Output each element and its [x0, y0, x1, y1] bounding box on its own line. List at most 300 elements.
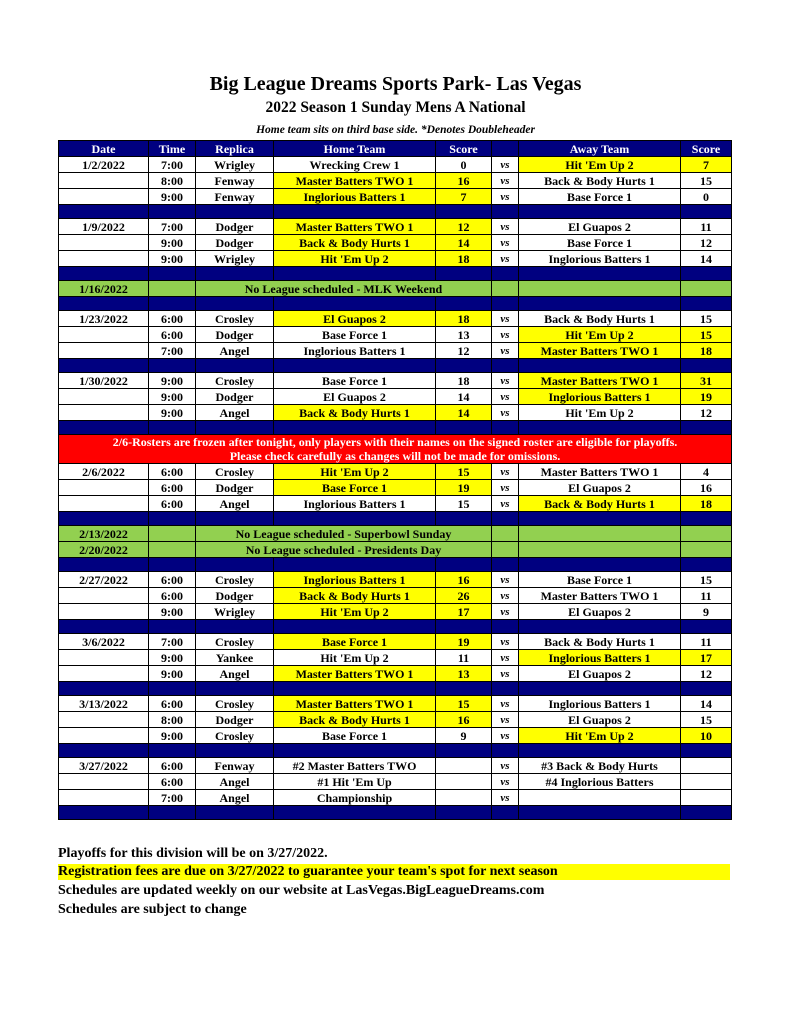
away-score-cell	[681, 542, 732, 558]
spacer-cell	[436, 744, 492, 758]
away-team-cell: Master Batters TWO 1	[519, 373, 681, 389]
spacer-cell	[274, 267, 436, 281]
home-score-cell: 19	[436, 634, 492, 650]
spacer-cell	[681, 682, 732, 696]
vs-cell: vs	[492, 650, 519, 666]
spacer-cell	[436, 512, 492, 526]
spacer-cell	[681, 744, 732, 758]
replica-cell: Dodger	[196, 389, 274, 405]
spacer-cell	[149, 205, 196, 219]
vs-cell: vs	[492, 327, 519, 343]
spacer-row	[59, 512, 732, 526]
home-team-cell: Master Batters TWO 1	[274, 666, 436, 682]
home-team-cell: El Guapos 2	[274, 311, 436, 327]
away-team-cell: Inglorious Batters 1	[519, 389, 681, 405]
spacer-row	[59, 558, 732, 572]
game-row	[59, 373, 732, 389]
time-cell	[149, 542, 196, 558]
date-cell: 3/6/2022	[59, 634, 149, 650]
home-score-cell: 14	[436, 405, 492, 421]
spacer-row	[59, 682, 732, 696]
spacer-cell	[196, 512, 274, 526]
away-score-cell: 9	[681, 604, 732, 620]
spacer-cell	[492, 682, 519, 696]
away-score-cell: 15	[681, 173, 732, 189]
away-score-cell: 15	[681, 572, 732, 588]
col-header-home-score: Score	[436, 141, 492, 157]
game-row	[59, 464, 732, 480]
spacer-cell	[59, 359, 149, 373]
time-cell: 7:00	[149, 634, 196, 650]
away-team-cell: Inglorious Batters 1	[519, 650, 681, 666]
vs-cell: vs	[492, 219, 519, 235]
replica-cell: Wrigley	[196, 157, 274, 173]
away-score-cell: 4	[681, 464, 732, 480]
time-cell: 6:00	[149, 572, 196, 588]
no-league-text: No League scheduled - MLK Weekend	[196, 281, 492, 297]
vs-cell: vs	[492, 480, 519, 496]
away-score-cell	[681, 790, 732, 806]
spacer-row	[59, 267, 732, 281]
game-row	[59, 327, 732, 343]
spacer-cell	[519, 421, 681, 435]
home-score-cell: 15	[436, 496, 492, 512]
time-cell: 9:00	[149, 405, 196, 421]
home-team-cell: Inglorious Batters 1	[274, 496, 436, 512]
vs-cell: vs	[492, 464, 519, 480]
home-team-cell: El Guapos 2	[274, 389, 436, 405]
game-row	[59, 405, 732, 421]
table-header-row	[59, 141, 732, 157]
away-score-cell: 12	[681, 405, 732, 421]
home-score-cell	[436, 790, 492, 806]
vs-cell: vs	[492, 251, 519, 267]
game-row	[59, 251, 732, 267]
away-team-cell: Back & Body Hurts 1	[519, 634, 681, 650]
home-score-cell: 18	[436, 311, 492, 327]
replica-cell: Yankee	[196, 650, 274, 666]
col-header-vs	[492, 141, 519, 157]
time-cell: 6:00	[149, 588, 196, 604]
vs-cell: vs	[492, 173, 519, 189]
away-team-cell: Back & Body Hurts 1	[519, 496, 681, 512]
spacer-row	[59, 205, 732, 219]
date-cell: 3/27/2022	[59, 758, 149, 774]
spacer-cell	[274, 205, 436, 219]
spacer-cell	[196, 682, 274, 696]
spacer-row	[59, 806, 732, 820]
away-score-cell: 0	[681, 189, 732, 205]
spacer-cell	[149, 682, 196, 696]
roster-notice	[59, 435, 732, 464]
time-cell: 6:00	[149, 480, 196, 496]
home-team-cell: #1 Hit 'Em Up	[274, 774, 436, 790]
date-cell	[59, 343, 149, 359]
spacer-row	[59, 359, 732, 373]
time-cell	[149, 281, 196, 297]
home-score-cell: 16	[436, 173, 492, 189]
spacer-cell	[274, 512, 436, 526]
vs-cell: vs	[492, 189, 519, 205]
spacer-row	[59, 620, 732, 634]
spacer-cell	[519, 205, 681, 219]
time-cell: 6:00	[149, 464, 196, 480]
away-team-cell: El Guapos 2	[519, 219, 681, 235]
away-score-cell: 12	[681, 235, 732, 251]
vs-cell: vs	[492, 343, 519, 359]
date-cell	[59, 327, 149, 343]
away-score-cell	[681, 774, 732, 790]
spacer-cell	[274, 359, 436, 373]
spacer-cell	[59, 512, 149, 526]
spacer-cell	[149, 558, 196, 572]
time-cell: 9:00	[149, 251, 196, 267]
home-team-cell: Master Batters TWO 1	[274, 219, 436, 235]
away-team-cell: El Guapos 2	[519, 604, 681, 620]
game-row	[59, 650, 732, 666]
home-score-cell: 12	[436, 343, 492, 359]
date-cell: 1/9/2022	[59, 219, 149, 235]
time-cell: 6:00	[149, 758, 196, 774]
spacer-cell	[196, 421, 274, 435]
spacer-cell	[436, 267, 492, 281]
home-score-cell	[436, 774, 492, 790]
game-row	[59, 758, 732, 774]
spacer-cell	[196, 806, 274, 820]
away-team-cell: Master Batters TWO 1	[519, 588, 681, 604]
game-row	[59, 774, 732, 790]
spacer-cell	[436, 297, 492, 311]
spacer-cell	[274, 558, 436, 572]
date-cell: 1/23/2022	[59, 311, 149, 327]
spacer-cell	[492, 205, 519, 219]
page-subtitle: 2022 Season 1 Sunday Mens A National	[265, 99, 526, 116]
home-score-cell: 17	[436, 604, 492, 620]
home-team-cell: #2 Master Batters TWO	[274, 758, 436, 774]
date-cell	[59, 496, 149, 512]
date-cell	[59, 666, 149, 682]
playoffs-note: Playoffs for this division will be on 3/27/2022.	[58, 846, 328, 861]
away-score-cell: 14	[681, 696, 732, 712]
date-cell	[59, 728, 149, 744]
away-team-cell: Hit 'Em Up 2	[519, 327, 681, 343]
spacer-cell	[436, 421, 492, 435]
home-team-cell: Base Force 1	[274, 728, 436, 744]
time-cell: 7:00	[149, 790, 196, 806]
replica-cell: Angel	[196, 774, 274, 790]
schedule-note: Home team sits on third base side. *Denotes Doubleheader	[256, 124, 535, 136]
spacer-cell	[681, 297, 732, 311]
vs-cell: vs	[492, 373, 519, 389]
home-score-cell: 16	[436, 712, 492, 728]
game-row	[59, 389, 732, 405]
spacer-cell	[519, 744, 681, 758]
spacer-cell	[681, 359, 732, 373]
away-team-cell: #4 Inglorious Batters	[519, 774, 681, 790]
spacer-cell	[274, 744, 436, 758]
vs-cell: vs	[492, 496, 519, 512]
away-team-cell: Base Force 1	[519, 189, 681, 205]
replica-cell: Crosley	[196, 373, 274, 389]
spacer-cell	[149, 744, 196, 758]
replica-cell: Dodger	[196, 712, 274, 728]
home-team-cell: Back & Body Hurts 1	[274, 405, 436, 421]
game-row	[59, 157, 732, 173]
away-score-cell	[681, 758, 732, 774]
time-cell: 9:00	[149, 373, 196, 389]
spacer-cell	[149, 359, 196, 373]
spacer-cell	[59, 806, 149, 820]
spacer-cell	[59, 297, 149, 311]
away-score-cell: 11	[681, 588, 732, 604]
replica-cell: Angel	[196, 405, 274, 421]
spacer-cell	[436, 205, 492, 219]
no-league-row	[59, 526, 732, 542]
spacer-cell	[492, 421, 519, 435]
away-score-cell: 14	[681, 251, 732, 267]
away-score-cell: 16	[681, 480, 732, 496]
replica-cell: Fenway	[196, 173, 274, 189]
replica-cell: Angel	[196, 790, 274, 806]
home-team-cell: Back & Body Hurts 1	[274, 588, 436, 604]
replica-cell: Wrigley	[196, 251, 274, 267]
time-cell: 9:00	[149, 235, 196, 251]
vs-cell: vs	[492, 728, 519, 744]
date-cell: 1/30/2022	[59, 373, 149, 389]
time-cell: 9:00	[149, 389, 196, 405]
spacer-cell	[59, 558, 149, 572]
replica-cell: Dodger	[196, 588, 274, 604]
spacer-cell	[492, 297, 519, 311]
away-score-cell	[681, 526, 732, 542]
no-league-row	[59, 281, 732, 297]
spacer-cell	[59, 267, 149, 281]
home-score-cell: 0	[436, 157, 492, 173]
away-team-cell: Hit 'Em Up 2	[519, 405, 681, 421]
game-row	[59, 728, 732, 744]
replica-cell: Dodger	[196, 235, 274, 251]
spacer-cell	[492, 512, 519, 526]
vs-cell: vs	[492, 758, 519, 774]
home-team-cell: Base Force 1	[274, 634, 436, 650]
website-note: Schedules are updated weekly on our website at LasVegas.BigLeagueDreams.com	[58, 883, 545, 898]
home-team-cell: Master Batters TWO 1	[274, 173, 436, 189]
vs-cell	[492, 542, 519, 558]
game-row	[59, 173, 732, 189]
away-team-cell: El Guapos 2	[519, 480, 681, 496]
spacer-cell	[59, 620, 149, 634]
vs-cell: vs	[492, 157, 519, 173]
vs-cell	[492, 281, 519, 297]
home-score-cell: 18	[436, 373, 492, 389]
date-cell: 3/13/2022	[59, 696, 149, 712]
replica-cell: Fenway	[196, 189, 274, 205]
replica-cell: Crosley	[196, 634, 274, 650]
vs-cell: vs	[492, 604, 519, 620]
spacer-row	[59, 421, 732, 435]
replica-cell: Angel	[196, 666, 274, 682]
home-team-cell: Hit 'Em Up 2	[274, 251, 436, 267]
spacer-cell	[274, 682, 436, 696]
time-cell: 9:00	[149, 728, 196, 744]
home-team-cell: Hit 'Em Up 2	[274, 604, 436, 620]
spacer-cell	[681, 558, 732, 572]
game-row	[59, 496, 732, 512]
home-team-cell: Inglorious Batters 1	[274, 343, 436, 359]
home-score-cell: 11	[436, 650, 492, 666]
spacer-cell	[492, 267, 519, 281]
away-team-cell: Inglorious Batters 1	[519, 696, 681, 712]
vs-cell: vs	[492, 696, 519, 712]
vs-cell: vs	[492, 774, 519, 790]
away-score-cell: 10	[681, 728, 732, 744]
spacer-cell	[519, 267, 681, 281]
spacer-cell	[274, 421, 436, 435]
home-team-cell: Hit 'Em Up 2	[274, 464, 436, 480]
away-score-cell: 12	[681, 666, 732, 682]
roster-notice-line-1: 2/6-Rosters are frozen after tonight, only players with their names on the signed roster are eligible for playoffs.	[112, 435, 678, 449]
home-score-cell: 26	[436, 588, 492, 604]
date-cell	[59, 774, 149, 790]
spacer-cell	[274, 297, 436, 311]
date-cell: 2/20/2022	[59, 542, 149, 558]
away-score-cell: 31	[681, 373, 732, 389]
home-team-cell: Hit 'Em Up 2	[274, 650, 436, 666]
spacer-cell	[492, 558, 519, 572]
vs-cell: vs	[492, 572, 519, 588]
time-cell: 6:00	[149, 696, 196, 712]
spacer-cell	[59, 682, 149, 696]
away-team-cell: #3 Back & Body Hurts	[519, 758, 681, 774]
time-cell: 6:00	[149, 774, 196, 790]
date-cell: 2/6/2022	[59, 464, 149, 480]
away-score-cell: 11	[681, 634, 732, 650]
home-score-cell: 13	[436, 666, 492, 682]
away-score-cell: 18	[681, 496, 732, 512]
game-row	[59, 790, 732, 806]
spacer-cell	[149, 267, 196, 281]
home-team-cell: Base Force 1	[274, 480, 436, 496]
time-cell: 6:00	[149, 311, 196, 327]
vs-cell: vs	[492, 405, 519, 421]
time-cell: 7:00	[149, 219, 196, 235]
date-cell	[59, 189, 149, 205]
time-cell: 7:00	[149, 343, 196, 359]
col-header-date: Date	[59, 141, 149, 157]
away-team-cell: Inglorious Batters 1	[519, 251, 681, 267]
replica-cell: Angel	[196, 343, 274, 359]
date-cell	[59, 235, 149, 251]
spacer-cell	[519, 359, 681, 373]
home-team-cell: Wrecking Crew 1	[274, 157, 436, 173]
spacer-cell	[59, 744, 149, 758]
spacer-cell	[196, 558, 274, 572]
vs-cell	[492, 526, 519, 542]
away-team-cell	[519, 281, 681, 297]
away-score-cell	[681, 281, 732, 297]
away-score-cell: 7	[681, 157, 732, 173]
col-header-time: Time	[149, 141, 196, 157]
time-cell: 9:00	[149, 666, 196, 682]
game-row	[59, 219, 732, 235]
vs-cell: vs	[492, 588, 519, 604]
time-cell: 9:00	[149, 604, 196, 620]
game-row	[59, 604, 732, 620]
away-score-cell: 15	[681, 327, 732, 343]
away-score-cell: 11	[681, 219, 732, 235]
away-team-cell: Base Force 1	[519, 235, 681, 251]
away-score-cell: 15	[681, 712, 732, 728]
spacer-cell	[681, 620, 732, 634]
replica-cell: Fenway	[196, 758, 274, 774]
spacer-cell	[492, 806, 519, 820]
spacer-cell	[59, 421, 149, 435]
spacer-cell	[681, 512, 732, 526]
spacer-cell	[681, 205, 732, 219]
game-row	[59, 666, 732, 682]
home-team-cell: Base Force 1	[274, 327, 436, 343]
date-cell	[59, 712, 149, 728]
col-header-away-score: Score	[681, 141, 732, 157]
spacer-cell	[149, 297, 196, 311]
col-header-home-team: Home Team	[274, 141, 436, 157]
spacer-cell	[492, 620, 519, 634]
spacer-cell	[681, 421, 732, 435]
home-score-cell: 15	[436, 464, 492, 480]
spacer-cell	[519, 620, 681, 634]
date-cell: 2/27/2022	[59, 572, 149, 588]
game-row	[59, 712, 732, 728]
disclaimer-note: Schedules are subject to change	[58, 902, 247, 917]
no-league-row	[59, 542, 732, 558]
game-row	[59, 588, 732, 604]
spacer-cell	[274, 620, 436, 634]
spacer-cell	[436, 682, 492, 696]
date-cell	[59, 251, 149, 267]
spacer-cell	[149, 806, 196, 820]
away-team-cell: Back & Body Hurts 1	[519, 173, 681, 189]
vs-cell: vs	[492, 790, 519, 806]
spacer-cell	[681, 806, 732, 820]
game-row	[59, 189, 732, 205]
spacer-cell	[196, 744, 274, 758]
spacer-cell	[492, 359, 519, 373]
home-team-cell: Back & Body Hurts 1	[274, 712, 436, 728]
away-team-cell	[519, 790, 681, 806]
roster-notice-line-2: Please check carefully as changes will not be made for omissions.	[229, 449, 561, 463]
spacer-cell	[196, 297, 274, 311]
spacer-cell	[436, 359, 492, 373]
home-score-cell: 15	[436, 696, 492, 712]
date-cell: 1/2/2022	[59, 157, 149, 173]
spacer-cell	[436, 620, 492, 634]
replica-cell: Wrigley	[196, 604, 274, 620]
spacer-cell	[196, 620, 274, 634]
page-title: Big League Dreams Sports Park- Las Vegas	[209, 73, 582, 95]
replica-cell: Crosley	[196, 311, 274, 327]
replica-cell: Dodger	[196, 327, 274, 343]
vs-cell: vs	[492, 666, 519, 682]
spacer-cell	[681, 267, 732, 281]
away-team-cell: El Guapos 2	[519, 666, 681, 682]
time-cell: 8:00	[149, 173, 196, 189]
away-score-cell: 19	[681, 389, 732, 405]
replica-cell: Angel	[196, 496, 274, 512]
game-row	[59, 480, 732, 496]
away-score-cell: 17	[681, 650, 732, 666]
away-team-cell: Back & Body Hurts 1	[519, 311, 681, 327]
registration-note: Registration fees are due on 3/27/2022 to guarantee your team's spot for next season	[58, 864, 730, 880]
